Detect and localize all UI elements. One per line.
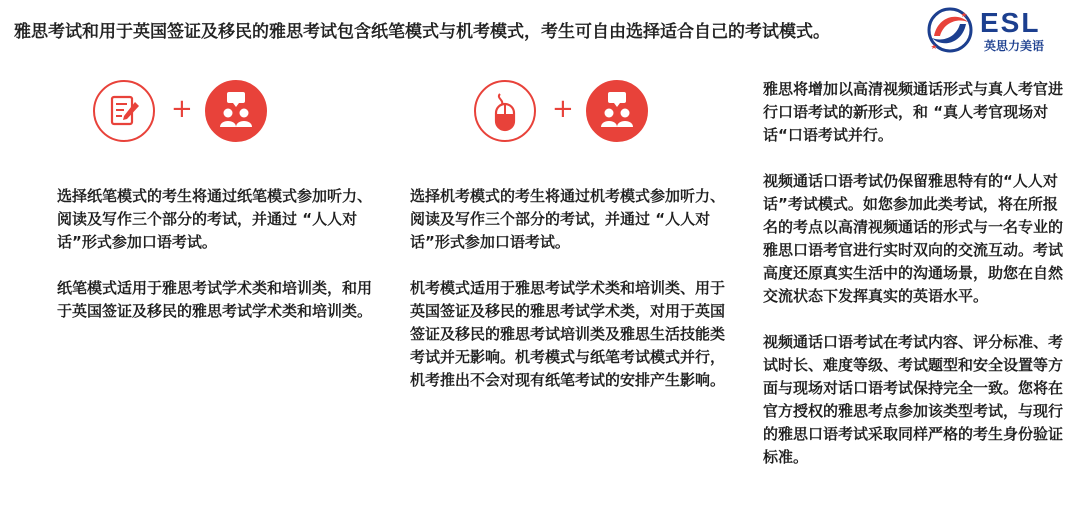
- esl-logo: [924, 6, 1074, 54]
- paper-mode-paragraph-1: 选择纸笔模式的考生将通过纸笔模式参加听力、阅读及写作三个部分的考试，并通过 “人人对话”形式参加口语考试。: [57, 187, 373, 251]
- computer-mode-description: [410, 185, 728, 392]
- esl-logo-icon: [924, 6, 976, 54]
- logo-subtitle: 英思力美语: [984, 39, 1045, 53]
- computer-mode-icons: [474, 80, 654, 146]
- video-speaking-paragraph-1: 雅思将增加以高清视频通话形式与真人考官进行口语考试的新形式，和 “真人考官现场对话“口语考试并行。: [763, 80, 1064, 144]
- speaking-people-icon: [205, 80, 267, 142]
- computer-mode-paragraph-1: 选择机考模式的考生将通过机考模式参加听力、阅读及写作三个部分的考试，并通过 “人人对话”形式参加口语考试。: [410, 187, 726, 251]
- paper-mode-icons: [93, 80, 273, 146]
- paper-mode-description: [57, 185, 377, 323]
- video-speaking-paragraph-3: 视频通话口语考试在考试内容、评分标准、考试时长、难度等级、考试题型和安全设置等方面与现场对话口语考试保持完全一致。您将在官方授权的雅思考点参加该类型考试，与现行的雅思口语考试采取同样严格的考生身份验证标准。: [763, 333, 1064, 466]
- plus-sign: +: [552, 94, 574, 124]
- paper-pen-icon: [93, 80, 155, 142]
- computer-mode-paragraph-2: 机考模式适用于雅思考试学术类和培训类、用于英国签证及移民的雅思考试学术类，对用于英国签证及移民的雅思考试培训类及雅思生活技能类考试并无影响。机考模式与纸笔考试模式并行，机考推出不会对现有纸笔考试的安排产生影响。: [410, 279, 726, 389]
- logo-brand-text: ESL: [980, 7, 1041, 38]
- page-title: 雅思考试和用于英国签证及移民的雅思考试包含纸笔模式与机考模式，考生可自由选择适合自己的考试模式。: [14, 22, 830, 42]
- video-speaking-paragraph-2: 视频通话口语考试仍保留雅思特有的“人人对话”考试模式。如您参加此类考试，将在所报名的考点以高清视频通话的形式与一名专业的雅思口语考官进行实时双向的交流互动。考试高度还原真实生活中的沟通场景，助您在自然交流状态下发挥真实的英语水平。: [763, 172, 1064, 305]
- paper-mode-paragraph-2: 纸笔模式适用于雅思考试学术类和培训类，和用于英国签证及移民的雅思考试学术类和培训类。: [57, 279, 373, 320]
- video-speaking-description: [763, 78, 1071, 469]
- speaking-people-icon: [586, 80, 648, 142]
- computer-mouse-icon: [474, 80, 536, 142]
- plus-sign: +: [171, 94, 193, 124]
